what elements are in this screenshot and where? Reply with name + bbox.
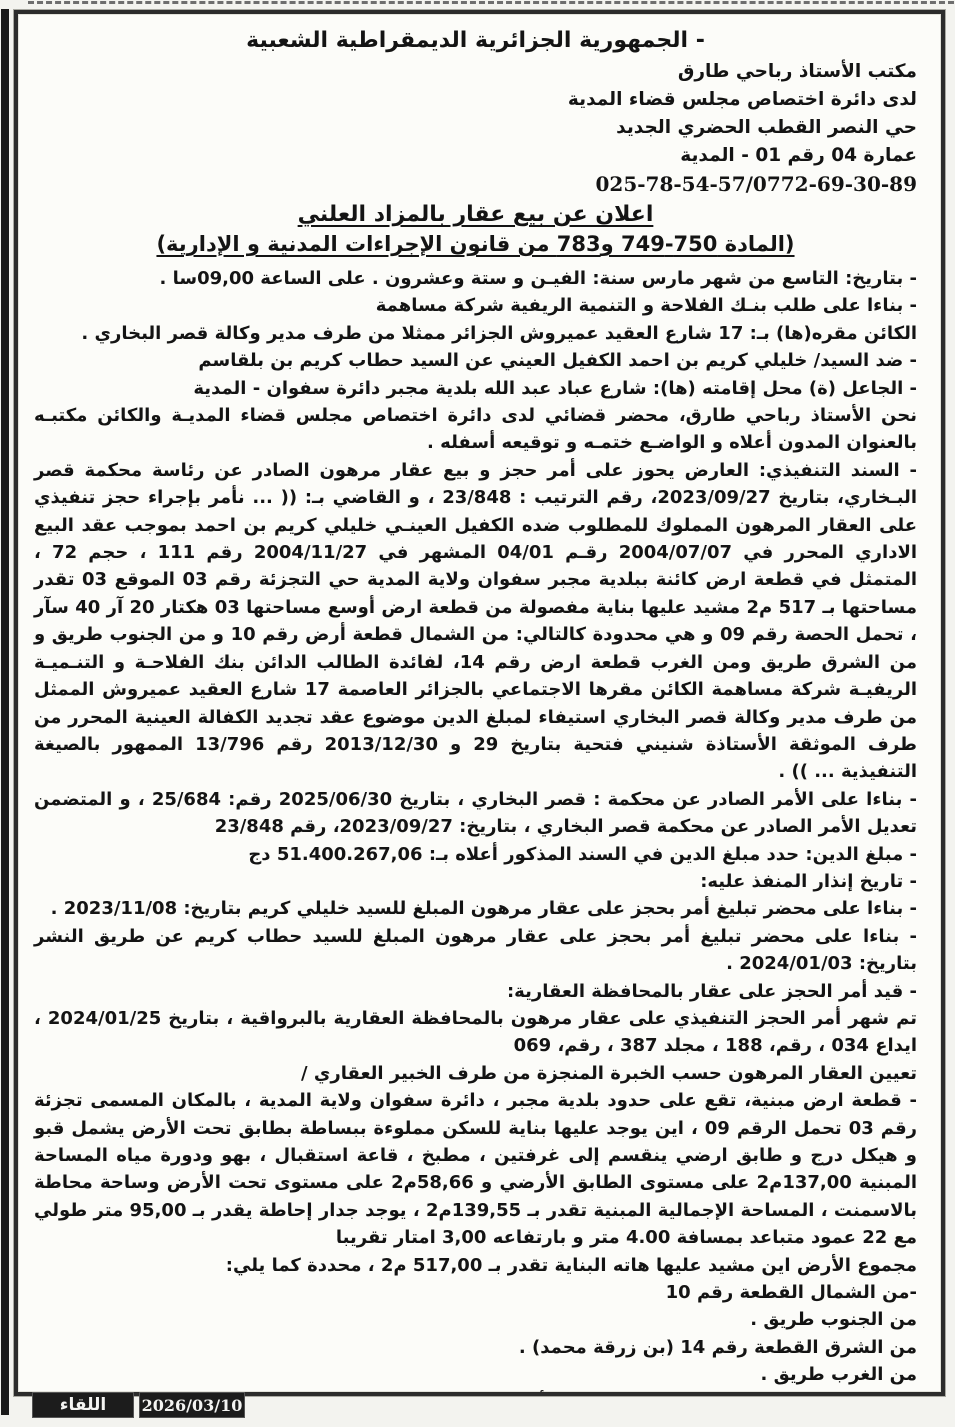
boundary-south-line: من الجنوب طريق . [750,1309,917,1331]
registration-heading: - قيد أمر الحجز على عقار بالمحافظة العقارية: [506,980,917,1002]
notice-title-block [34,200,917,259]
notification-hattab-line: - بناءا على محضر تبليغ أمر بحجز على عقار مرهون المبلغ للسيد حطاب كريم عن طريق النشر بتاريخ: 2024/01/03 . [34,925,917,975]
land-total-line: مجموع الأرض اين مشيد عليها هاته البناية تقدر بـ 517,00 م2 ، محددة كما يلي: [225,1254,917,1276]
footer-date-stamp-badge: 2026/03/10 [140,1393,244,1417]
office-neighborhood-line: حي النصر القطب الحضري الجديد [616,117,917,138]
auction-date-line: - بتاريخ: التاسع من شهر مارس سنة: الفيـن و ستة وعشرون . على الساعة 09,00سا . [159,268,917,289]
notice-body [34,265,917,1396]
property-description-paragraph: - قطعة ارض مبنية، تقع على حدود بلدية مجبر ، دائرة سفوان ولاية المدية ، بالمكان المسمى تجزئة رقم 03 تحمل الرقم 09 ، اين يوجد عليها بناية للسكن مملوءة ببساطة بطابق تحت الأرض يشمل قبو و هيكل درج و طابق ارضي ينقسم إلى غرفتين ، مطبخ ، قاعة استقبال ، بهو ودورة مياه المساحة المبنية 137,00م2 على مستوى الطابق الأرضي و 58,66م2 على مستوى تحت الأرض وساحة محاطة بالاسمنت ، المساحة الإجمالية المبنية تقدر بـ 139,55م2 ، يوجد جدار إحاطة يقدر بـ 95,00 متر طولي مع 22 عمود متباعد بمسافة 4.00 متر و بارتفاعه 3,00 امتار تقريبا [34,1090,918,1249]
republic-header-line: - الجمهورية الجزائرية الديمقراطية الشعبية [246,28,705,53]
expert-designation-heading: تعيين العقار المرهون حسب الخبرة المنجزة من طرف الخبير العقاري / [301,1062,917,1084]
office-building-line: عمارة 04 رقم 01 - المدية [680,145,917,166]
office-phone-line: 025-78-54-57/0772-69-30-89 [595,172,917,196]
creditor-address-line: الكائن مقره(ها) بـ: 17 شارع العقيد عميروش الجزائر ممثلا من طرف مدير وكالة قصر البخاري . [81,322,917,344]
office-jurisdiction-line: لدى دائرة اختصاص مجلس قضاء المدية [567,89,917,110]
debtor-residence-line: - الجاعل (ة) محل إقامته (ها): شارع عباد عبد الله بلدية مجبر دائرة سفوان - المدية [193,377,917,399]
scan-artifact-top-line [28,1,954,4]
debtor-line: - ضد السيد/ خليلي كريم بن احمد الكفيل العيني عن السيد حطاب كريم بن بلقاسم [198,350,917,372]
bailiff-intro-paragraph: نحن الأستاذ رباحي طارق، محضر قضائي لدى دائرة اختصاص مجلس قضاء المديـة والكائن مكتبـه بالعنوان المدون أعلاه و الواضـع ختمـه و توقيعه أسفله . [34,405,917,454]
court-order-paragraph: - بناءا على الأمر الصادر عن محكمة : قصر البخاري ، بتاريخ 2025/06/30 رقم: 25/684 ، و المتضمن تعديل الأمر الصادر عن محكمة قصر البخاري ، بتاريخ: 2023/09/27، رقم 23/848 [34,788,918,838]
office-title-line: مكتب الأستاذ رباحي طارق [677,61,917,82]
debt-amount-line: - مبلغ الدين: حدد مبلغ الدين في السند المذكور أعلاه بـ: 51.400.267,06 دج [248,843,917,865]
footer-session-badge: اللقاء [33,1393,133,1417]
notice-subtitle: (المادة 750-749 و783 من قانون الإجراءات المدنية و الإدارية) [156,232,795,256]
notice-date-heading: - تاريخ إنذار المنفذ عليه: [700,870,917,892]
notification-khelili-line: - بناءا على محضر تبليغ أمر بحجز على عقار مرهون المبلغ للسيد خليلي كريم بتاريخ: 2023/11/08 . [50,898,917,920]
creditor-request-line: - بناءا على طلب بنـك الفلاحة و التنمية الريفية شركة مساهمة [375,295,917,317]
boundary-east-line: من الشرق القطعة رقم 14 (بن زرقة محمد) . [518,1336,917,1358]
bailiff-office-block [34,58,917,198]
boundary-west-line: من الغرب طريق . [760,1364,917,1386]
registration-details-paragraph: تم شهر أمر الحجز التنفيذي على عقار مرهون بالمحافظة العقارية بالبرواقية ، بتاريخ 2024/01/25 ، ايداع 034 ، رقم، 188 ، مجلد 387 ، رقم، 069 [34,1007,917,1057]
boundary-north-line: -من الشمال القطعة رقم 10 [665,1282,917,1304]
executive-title-paragraph: - السند التنفيذي: العارض يحوز على أمر حجز و بيع عقار مرهون الصادر عن رئاسة محكمة قصر البـخاري، بتاريخ 2023/09/27، رقم الترتيب : 23/848 ، و القاضي بـ: (( ... نأمر بإجراء حجز تنفيذي على العقار المرهون المملوك للمطلوب ضده الكفيل العينـي خليلي كريم بن احمد بموجب عقد البيع الاداري المحرر في 2004/07/07 رقـم 04/01 المشهر في 2004/11/27 رقم 111 ، حجم 72 ، المتمثل في قطعة ارض كائنة ببلدية مجبر سفوان ولاية المدية حي التجزئة رقم 03 الموقع 03 تقدر مساحتها بـ 517 م2 مشيد عليها بناية مفصولة من قطعة ارض أوسع مساحتها 03 هكتار 20 آر 40 سآر ، تحمل الحصة رقم 09 و هي محدودة كالتالي: من الشمال قطعة أرض رقم 10 و من الجنوب طريق و من الشرق طريق ومن الغرب قطعة ارض رقم 14، لفائدة الطالب الدائن بنك الفلاحـة و التنـميـة الريفيـة شركة مساهمة الكائن مقرها الاجتماعي بالجزائر العاصمة 17 شارع العقيد عميروش الممثل من طرف مدير وكالة قصر البخاري استيفاء لمبلغ الدين موضوع عقد تجديد الكفالة العينية المحرر من طرف الموثقة الأستاذة شنيني فتحية بتاريخ 29 و 2013/12/30 رقم 13/796 الممهور بالصيغة التنفيذية ... )) . [34,459,918,783]
notice-title: اعلان عن بيع عقار بالمزاد العلني [297,202,654,227]
document-frame [14,10,945,1396]
scan-artifact-left-bar [1,9,9,1415]
